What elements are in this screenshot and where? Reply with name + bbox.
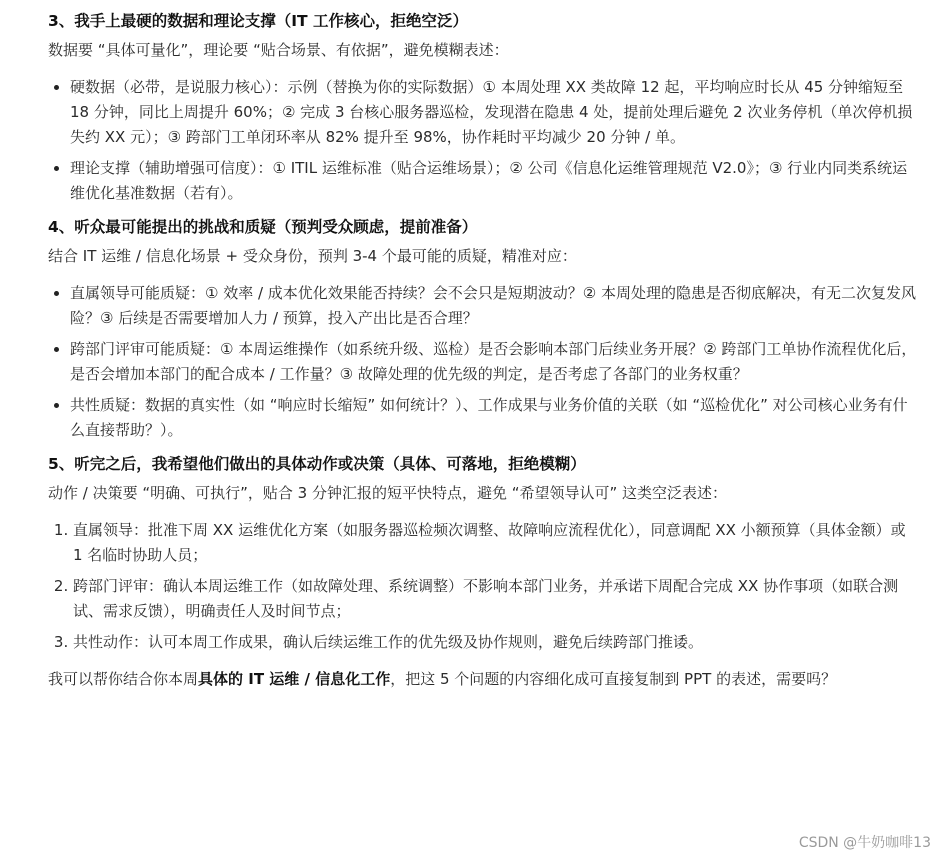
section-3-intro: 数据要 “具体可量化”，理论要 “贴合场景、有依据”，避免模糊表述： (48, 41, 509, 59)
section-5-intro: 动作 / 决策要 “明确、可执行”，贴合 3 分钟汇报的短平快特点，避免 “希望领导认可” 这类空泛表述： (48, 484, 728, 502)
section-5-list (48, 518, 918, 655)
csdn-watermark: CSDN @牛奶咖啡13 (798, 835, 931, 851)
closing-text-bold: 具体的 IT 运维 / 信息化工作 (198, 670, 391, 688)
list-item: • 共性质疑：数据的真实性（如 “响应时长缩短” 如何统计？）、工作成果与业务价值的关联（如 “巡检优化” 对公司核心业务有什么直接帮助？）。 (70, 393, 918, 443)
document-body (48, 8, 918, 692)
closing-question (48, 667, 918, 692)
closing-text-start: 我可以帮你结合你本周 (48, 670, 199, 688)
section-4-heading: 4、听众最可能提出的挑战和质疑（预判受众顾虑，提前准备） (48, 218, 478, 236)
section-4-intro: 结合 IT 运维 / 信息化场景 + 受众身份，预判 3-4 个最可能的质疑，精准对应： (48, 247, 577, 265)
section-3-heading: 3、我手上最硬的数据和理论支撑（IT 工作核心，拒绝空泛） (48, 12, 469, 30)
list-item: • 理论支撑（辅助增强可信度）：① ITIL 运维标准（贴合运维场景）；② 公司《信息化运维管理规范 V2.0》；③ 行业内同类系统运维优化基准数据（若有）。 (70, 156, 918, 206)
section-4-list (48, 281, 918, 443)
list-item: 1. 直属领导：批准下周 XX 运维优化方案（如服务器巡检频次调整、故障响应流程优化），同意调配 XX 小额预算（具体金额）或 1 名临时协助人员； (73, 518, 918, 568)
list-item: • 直属领导可能质疑：① 效率 / 成本优化效果能否持续？会不会只是短期波动？② 本周处理的隐患是否彻底解决，有无二次复发风险？③ 后续是否需要增加人力 / 预算，投入产出比是否合理？ (70, 281, 918, 331)
list-item: • 硬数据（必带，是说服力核心）：示例（替换为你的实际数据）① 本周处理 XX 类故障 12 起，平均响应时长从 45 分钟缩短至 18 分钟，同比上周提升 60%；② 完成 3 台核心服务器巡检，发现潜在隐患 4 处，提前处理后避免 2 次业务停机（单次停机损失约 XX 元）；③ 跨部门工单闭环率从 82% 提升至 98%，协作耗时平均减少 20 分钟 / 单。 (70, 75, 918, 150)
list-item: 3. 共性动作：认可本周工作成果，确认后续运维工作的优先级及协作规则，避免后续跨部门推诿。 (73, 630, 918, 655)
list-item: 2. 跨部门评审：确认本周运维工作（如故障处理、系统调整）不影响本部门业务，并承诺下周配合完成 XX 协作事项（如联合测试、需求反馈），明确责任人及时间节点； (73, 574, 918, 624)
section-5-heading: 5、听完之后，我希望他们做出的具体动作或决策（具体、可落地，拒绝模糊） (48, 455, 586, 473)
closing-text-end: ，把这 5 个问题的内容细化成可直接复制到 PPT 的表述，需要吗？ (390, 670, 837, 688)
section-3-list (48, 75, 918, 206)
list-item: • 跨部门评审可能质疑：① 本周运维操作（如系统升级、巡检）是否会影响本部门后续业务开展？② 跨部门工单协作流程优化后，是否会增加本部门的配合成本 / 工作量？③ 故障处理的优先级的判定，是否考虑了各部门的业务权重？ (70, 337, 918, 387)
